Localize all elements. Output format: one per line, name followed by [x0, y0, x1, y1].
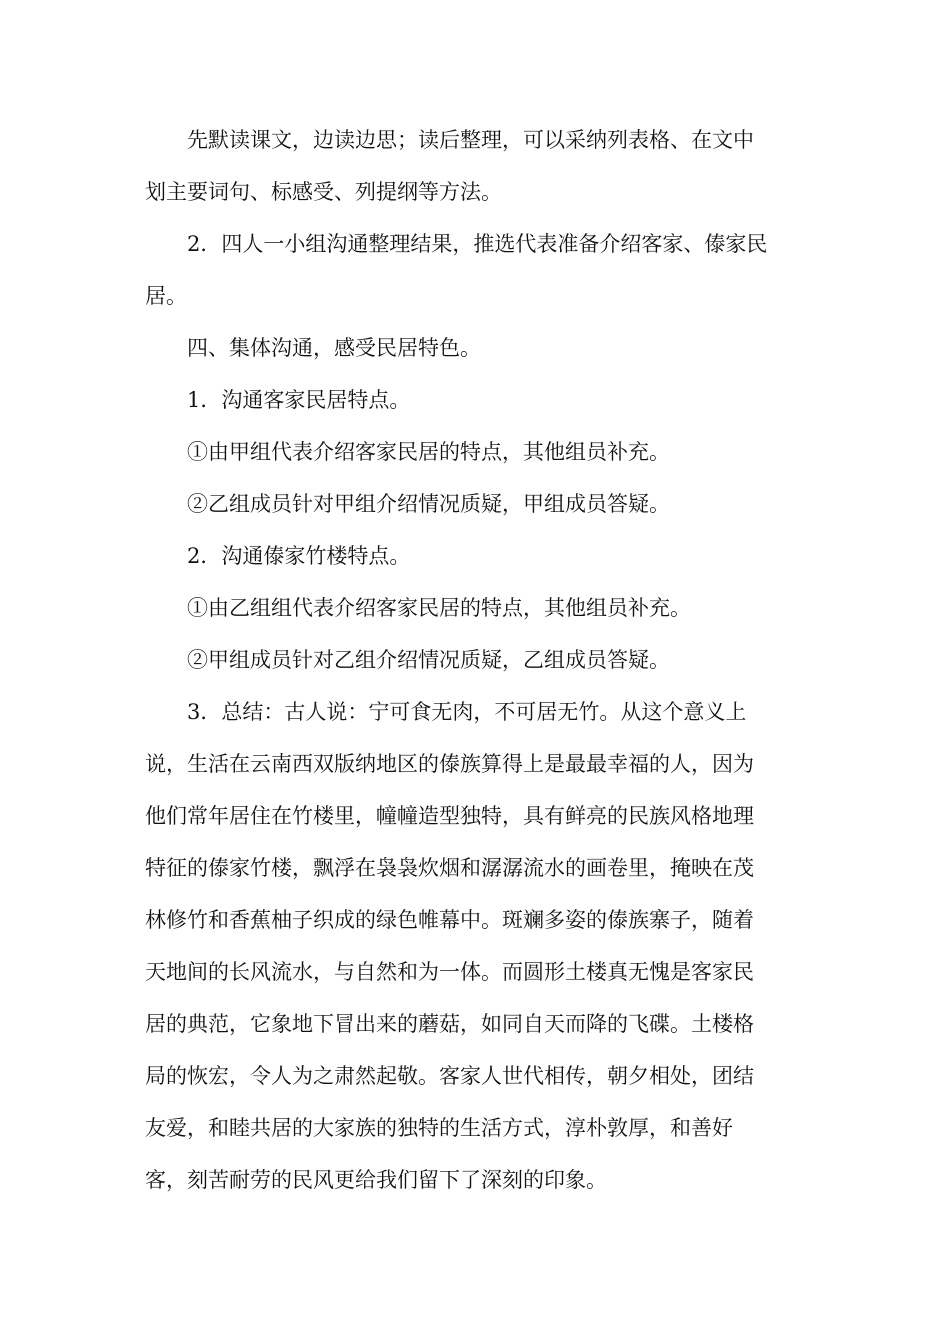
text-line: 2．四人一小组沟通整理结果，推选代表准备介绍客家、傣家民 — [187, 232, 768, 256]
text-line: ①由甲组代表介绍客家民居的特点，其他组员补充。 — [187, 440, 670, 464]
text-line: 居的典范，它象地下冒出来的蘑菇，如同自天而降的飞碟。土楼格 — [145, 1012, 754, 1036]
text-line: 局的恢宏，令人为之肃然起敬。客家人世代相传，朝夕相处，团结 — [145, 1064, 754, 1088]
text-line: 3．总结：古人说：宁可食无肉，不可居无竹。从这个意义上 — [187, 700, 747, 724]
text-line: 2．沟通傣家竹楼特点。 — [187, 544, 411, 568]
text-line: ②甲组成员针对乙组介绍情况质疑，乙组成员答疑。 — [187, 648, 670, 672]
text-line: ②乙组成员针对甲组介绍情况质疑，甲组成员答疑。 — [187, 492, 670, 516]
text-line: 林修竹和香蕉柚子织成的绿色帷幕中。斑斓多姿的傣族寨子，随着 — [145, 908, 754, 932]
section-heading: 四、集体沟通，感受民居特色。 — [187, 336, 481, 360]
text-line: 居。 — [145, 284, 187, 308]
text-line: 友爱，和睦共居的大家族的独特的生活方式，淳朴敦厚，和善好 — [145, 1116, 733, 1140]
text-line: 特征的傣家竹楼，飘浮在袅袅炊烟和潺潺流水的画卷里，掩映在茂 — [145, 856, 754, 880]
text-line: 划主要词句、标感受、列提纲等方法。 — [145, 180, 502, 204]
text-line: 先默读课文，边读边思；读后整理，可以采纳列表格、在文中 — [187, 128, 754, 152]
text-line: 1．沟通客家民居特点。 — [187, 388, 411, 412]
text-line: ①由乙组组代表介绍客家民居的特点，其他组员补充。 — [187, 596, 691, 620]
text-line: 他们常年居住在竹楼里，幢幢造型独特，具有鲜亮的民族风格地理 — [145, 804, 754, 828]
text-line: 客，刻苦耐劳的民风更给我们留下了深刻的印象。 — [145, 1168, 607, 1192]
text-line: 说，生活在云南西双版纳地区的傣族算得上是最最幸福的人，因为 — [145, 752, 754, 776]
text-line: 天地间的长风流水，与自然和为一体。而圆形土楼真无愧是客家民 — [145, 960, 754, 984]
body-text — [145, 114, 805, 1206]
